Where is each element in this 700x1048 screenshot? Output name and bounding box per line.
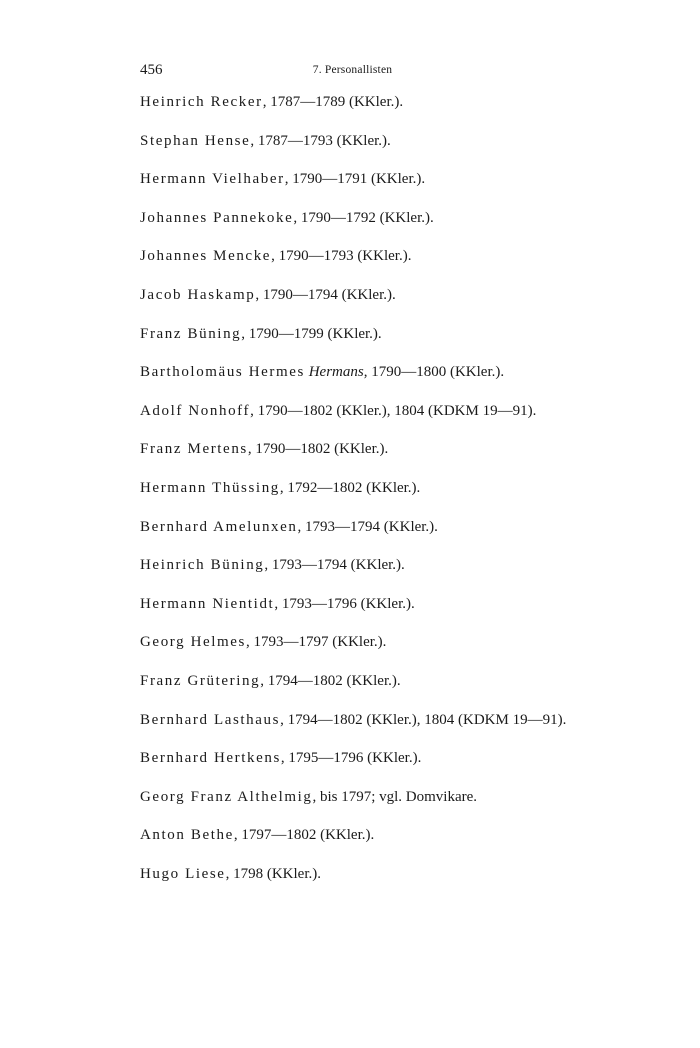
list-item xyxy=(140,477,680,516)
list-item xyxy=(140,516,680,555)
entry-name: Jacob Haskamp xyxy=(140,286,256,303)
entry-name: Anton Bethe xyxy=(140,827,234,844)
entry-name: Bartholomäus Hermes xyxy=(140,364,305,381)
entry-name: Hermann Nientidt xyxy=(140,595,275,612)
list-item xyxy=(140,323,680,362)
entry-name: Franz Mertens xyxy=(140,441,248,458)
entry-name: Johannes Mencke xyxy=(140,248,272,265)
entry-details: , 1790—1802 (KKler.), 1804 (KDKM 19—91). xyxy=(250,402,537,419)
page-header xyxy=(140,62,565,82)
entry-name: Hermann Vielhaber xyxy=(140,171,285,188)
list-item xyxy=(140,670,680,709)
entry-details: , 1790—1799 (KKler.). xyxy=(241,325,382,342)
entry-details: , 1787—1793 (KKler.). xyxy=(250,132,391,149)
list-item xyxy=(140,709,680,748)
list-item xyxy=(140,631,680,670)
entry-name: Bernhard Lasthaus xyxy=(140,711,281,728)
entry-name: Johannes Pannekoke xyxy=(140,209,294,226)
entry-details: , 1787—1789 (KKler.). xyxy=(262,94,404,110)
list-item xyxy=(140,130,680,169)
entry-details: , 1794—1802 (KKler.), 1804 (KDKM 19—91). xyxy=(280,711,567,728)
list-item xyxy=(140,824,680,863)
entry-name: Franz Grütering xyxy=(140,672,261,689)
list-item xyxy=(140,400,680,439)
entry-details: , 1792—1802 (KKler.). xyxy=(279,479,421,496)
list-item xyxy=(140,361,680,400)
entry-name: Hugo Liese xyxy=(140,865,226,882)
entry-details: , 1790—1791 (KKler.). xyxy=(284,171,426,188)
list-item xyxy=(140,747,680,786)
list-item xyxy=(140,554,680,593)
entry-details: , 1790—1800 (KKler.). xyxy=(363,364,505,381)
list-item xyxy=(140,284,680,323)
list-item xyxy=(140,207,680,246)
entry-details: , 1793—1794 (KKler.). xyxy=(297,518,438,535)
list-item xyxy=(140,91,680,130)
entry-details: , 1794—1802 (KKler.). xyxy=(260,672,401,689)
entry-name: Heinrich Büning xyxy=(140,557,265,574)
entry-details: , 1798 (KKler.). xyxy=(225,865,321,882)
entry-name: Hermann Thüssing xyxy=(140,479,280,496)
entry-name: Adolf Nonhoff xyxy=(140,402,251,419)
running-head: 7. Personallisten xyxy=(312,64,393,76)
list-item xyxy=(140,593,680,632)
entry-details: , 1793—1797 (KKler.). xyxy=(246,634,387,651)
list-item xyxy=(140,245,680,284)
page-number: 456 xyxy=(140,62,163,78)
entry-details: , bis 1797; vgl. Domvikare. xyxy=(312,788,478,805)
entry-name: Heinrich Recker xyxy=(140,94,263,110)
entry-details: , 1790—1802 (KKler.). xyxy=(247,441,389,458)
personnel-list xyxy=(140,91,680,901)
list-item xyxy=(140,863,680,902)
entry-details: , 1797—1802 (KKler.). xyxy=(233,827,375,844)
entry-details: , 1790—1794 (KKler.). xyxy=(255,286,396,303)
list-item xyxy=(140,438,680,477)
entry-name: Georg Helmes xyxy=(140,634,246,651)
entry-alias: Hermans xyxy=(308,364,364,381)
entry-name: Bernhard Hertkens xyxy=(140,750,281,767)
entry-details: , 1790—1793 (KKler.). xyxy=(271,248,412,265)
list-item xyxy=(140,168,680,207)
entry-name: Bernhard Amelunxen xyxy=(140,518,298,535)
entry-details: , 1793—1794 (KKler.). xyxy=(264,557,405,574)
entry-name: Franz Büning xyxy=(140,325,242,342)
entry-details: , 1795—1796 (KKler.). xyxy=(280,750,422,767)
entry-name: Georg Franz Althelmig xyxy=(140,788,313,805)
entry-details: , 1793—1796 (KKler.). xyxy=(274,595,415,612)
entry-details: , 1790—1792 (KKler.). xyxy=(293,209,434,226)
entry-name: Stephan Hense xyxy=(140,132,251,149)
list-item xyxy=(140,786,680,825)
